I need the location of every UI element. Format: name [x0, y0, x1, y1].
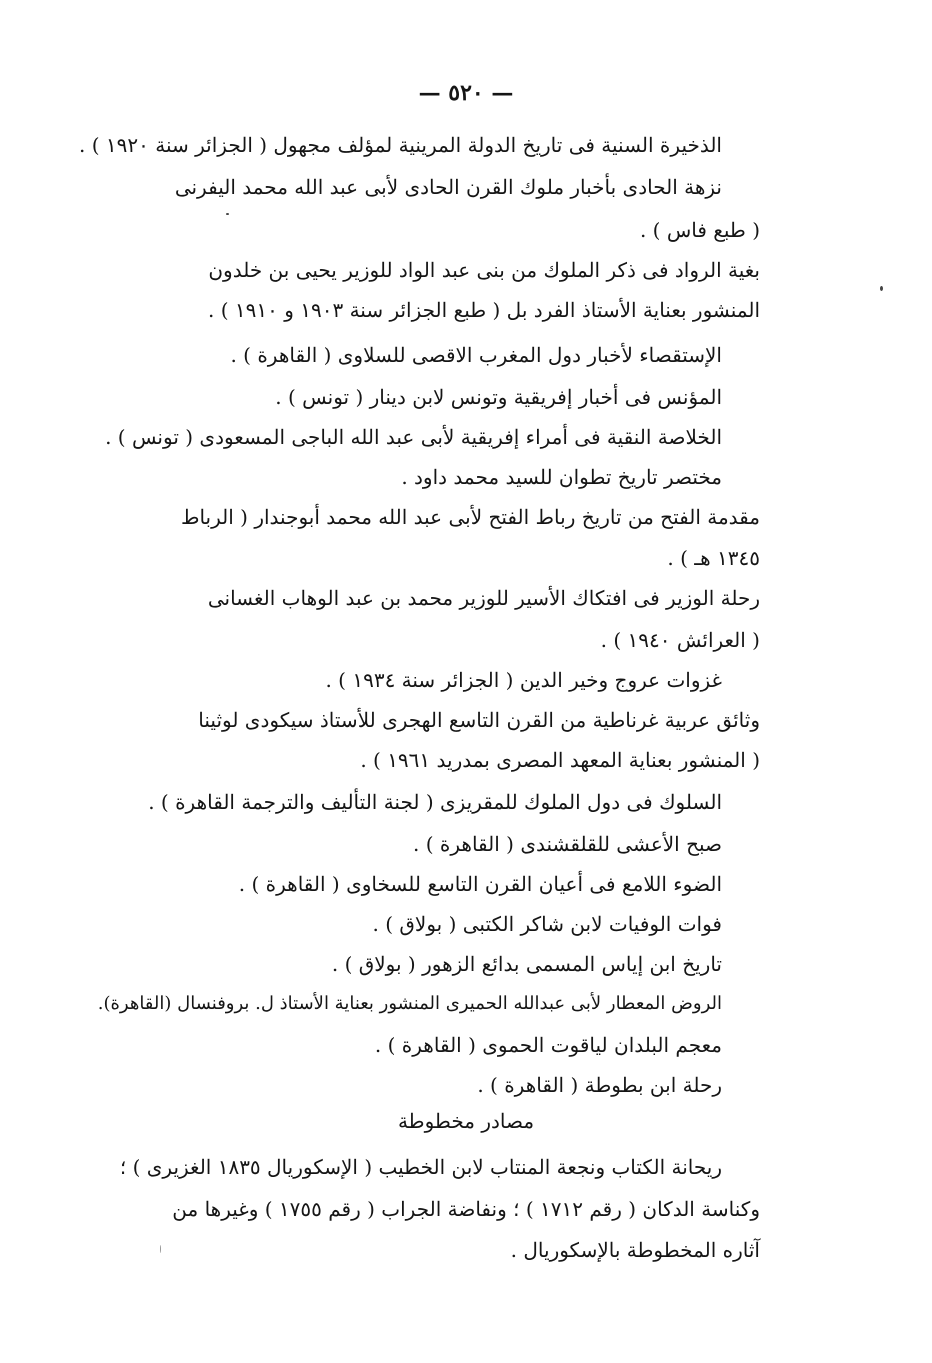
bibliography-line: فوات الوفيات لابن شاكر الكتبى ( بولاق ) . — [372, 912, 722, 936]
manuscript-line: ريحانة الكتاب ونجعة المنتاب لابن الخطيب ( الإسكوريال ١٨٣٥ الغزيرى ) ؛ — [119, 1155, 722, 1179]
ink-speck — [160, 1245, 161, 1253]
bibliography-line: المنشور بعناية الأستاذ الفرد بل ( طبع الجزائر سنة ١٩٠٣ و ١٩١٠ ) . — [208, 298, 760, 322]
page-number: — ٥٢٠ — — [418, 80, 514, 106]
bibliography-line: تاريخ ابن إياس المسمى بدائع الزهور ( بولاق ) . — [331, 952, 722, 976]
bibliography-line: الذخيرة السنية فى تاريخ الدولة المرينية لمؤلف مجهول ( الجزائر سنة ١٩٢٠ ) . — [79, 133, 722, 157]
bibliography-line: السلوك فى دول الملوك للمقريزى ( لجنة التأليف والترجمة القاهرة ) . — [148, 790, 722, 814]
bibliography-line: غزوات عروج وخير الدين ( الجزائر سنة ١٩٣٤ ) . — [325, 668, 722, 692]
bibliography-line: رحلة ابن بطوطة ( القاهرة ) . — [477, 1073, 722, 1097]
bibliography-line: مختصر تاريخ تطوان للسيد محمد داود . — [401, 465, 722, 489]
bibliography-line: بغية الرواد فى ذكر الملوك من بنى عبد الواد للوزير يحيى بن خلدون — [208, 258, 760, 282]
bibliography-line: ١٣٤٥ هـ ) . — [667, 546, 760, 570]
bibliography-line: الضوء اللامع فى أعيان القرن التاسع للسخاوى ( القاهرة ) . — [238, 872, 722, 896]
bibliography-line: معجم البلدان لياقوت الحموى ( القاهرة ) . — [374, 1033, 722, 1057]
bibliography-line: نزهة الحادى بأخبار ملوك القرن الحادى لأبى عبد الله محمد اليفرنى — [174, 175, 722, 199]
bibliography-line: المؤنس فى أخبار إفريقية وتونس لابن دينار ( تونس ) . — [275, 385, 722, 409]
ink-speck — [226, 213, 229, 215]
bibliography-line: مقدمة الفتح من تاريخ رباط الفتح لأبى عبد الله محمد أبوجندار ( الرباط — [180, 505, 760, 529]
manuscript-line: آثاره المخطوطة بالإسكوريال . — [510, 1238, 760, 1262]
section-heading: مصادر مخطوطة — [397, 1109, 535, 1133]
bibliography-line: ( العرائش ١٩٤٠ ) . — [600, 628, 760, 652]
bibliography-line: الخلاصة النقية فى أمراء إفريقية لأبى عبد الله الباجى المسعودى ( تونس ) . — [105, 425, 722, 449]
bibliography-line: صبح الأعشى للقلقشندى ( القاهرة ) . — [413, 832, 722, 856]
bibliography-line: ( المنشور بعناية المعهد المصرى بمدريد ١٩٦١ ) . — [360, 748, 760, 772]
manuscript-line: وكناسة الدكان ( رقم ١٧١٢ ) ؛ ونفاضة الجراب ( رقم ١٧٥٥ ) وغيرها من — [172, 1197, 760, 1221]
bibliography-line: رحلة الوزير فى افتكاك الأسير للوزير محمد بن عبد الوهاب الغسانى — [207, 586, 760, 610]
bibliography-line: الروض المعطار لأبى عبدالله الحميرى المنشور بعناية الأستاذ ل. بروفنسال (القاهرة). — [97, 993, 722, 1014]
ink-speck — [880, 286, 883, 291]
bibliography-line: الإستقصاء لأخبار دول المغرب الاقصى للسلاوى ( القاهرة ) . — [230, 343, 722, 367]
bibliography-line: وثائق عربية غرناطية من القرن التاسع الهجرى للأستاذ سيكودى لوثينا — [198, 708, 760, 732]
bibliography-line: ( طبع فاس ) . — [639, 218, 760, 242]
